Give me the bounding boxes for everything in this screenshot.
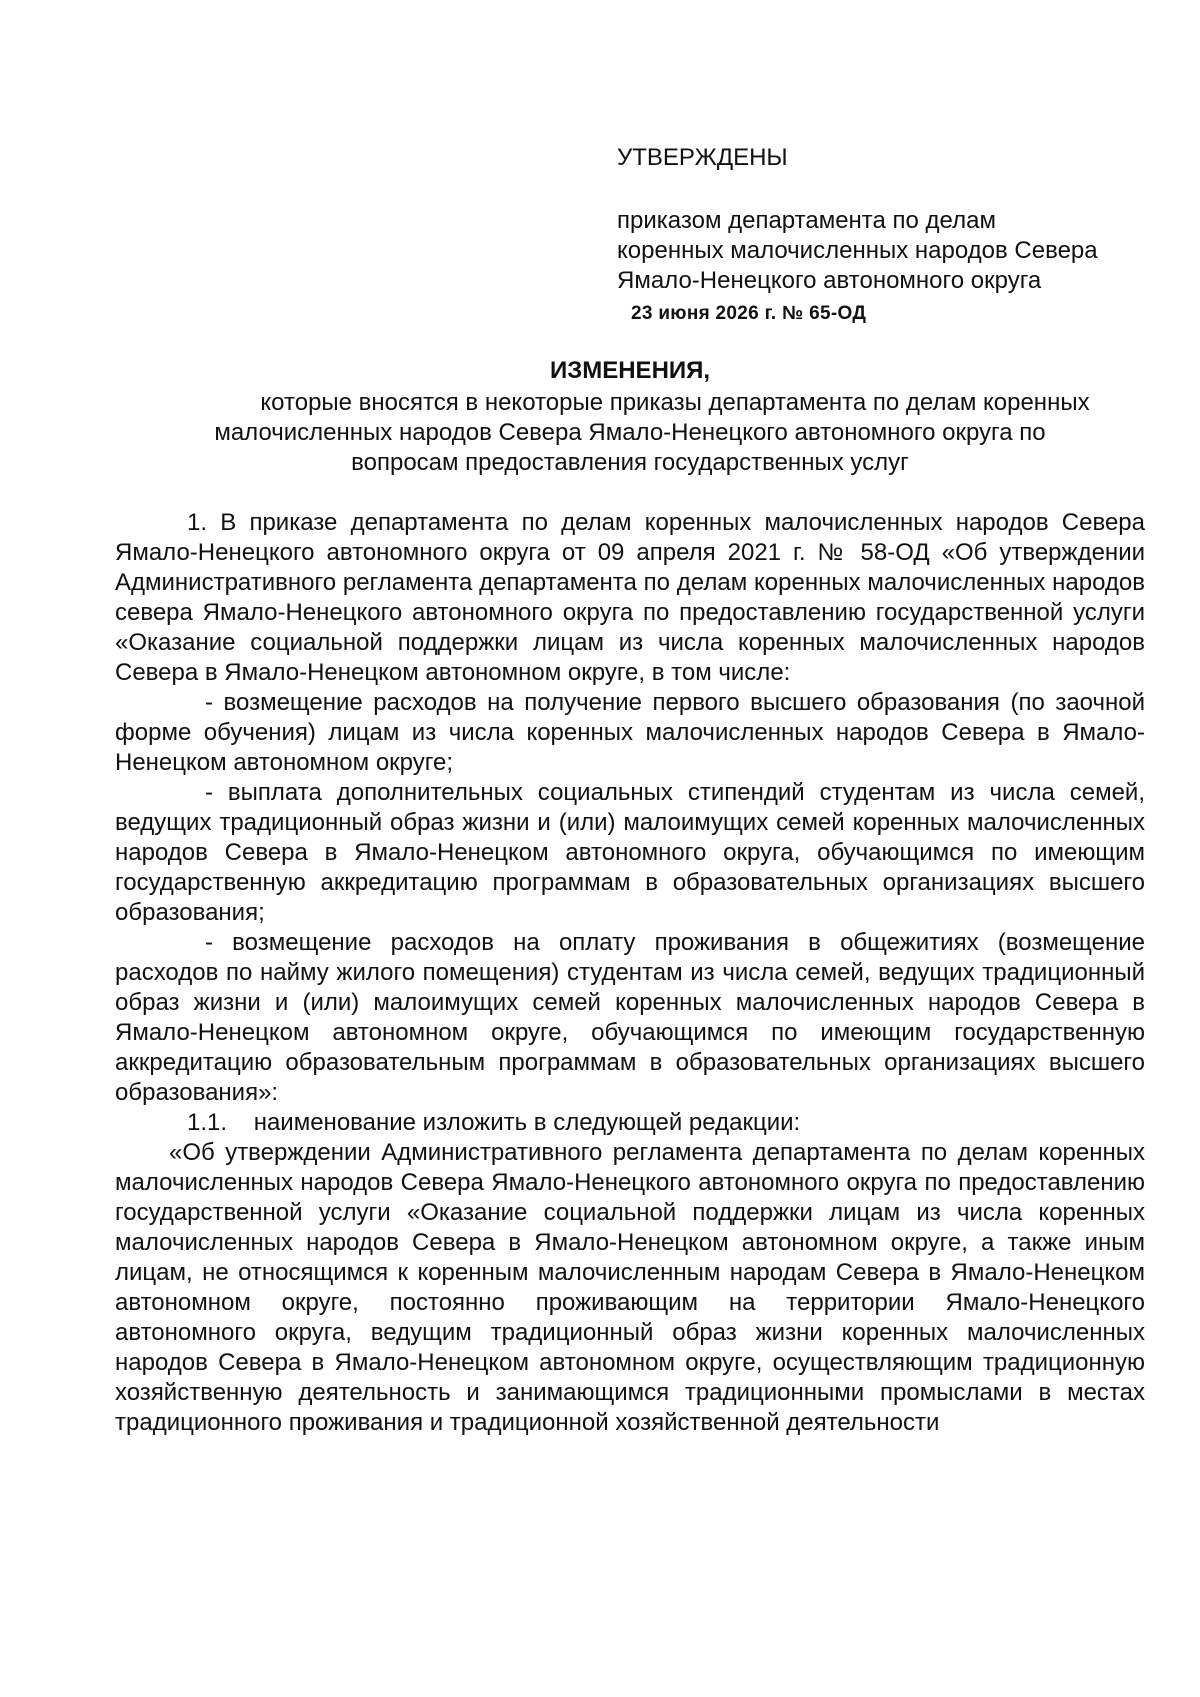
document-subtitle <box>120 388 1140 478</box>
approval-order-line-3: Ямало-Ненецкого автономного округа <box>617 267 1042 294</box>
bullet-paragraph-3: - возмещение расходов на оплату проживания в общежитиях (возмещение расходов по найму жилого помещения) студентам из числа семей, ведущих традиционный образ жизни и (или) малоимущих семей коренных малочисленных народов Севера в Ямало-Ненецком автономном округе, обучающимся по имеющим государственную аккредитацию образовательным программам в образовательных организациях высшего образования»: <box>115 929 1145 1106</box>
subtitle-line-3: вопросам предоставления государственных услуг <box>351 449 909 476</box>
subtitle-line-1: которые вносятся в некоторые приказы департамента по делам коренных <box>260 389 1090 416</box>
document-body <box>115 508 1145 1438</box>
bullet-paragraph-1: - возмещение расходов на получение первого высшего образования (по заочной форме обучения) лицам из числа коренных малочисленных народов Севера в Ямало-Ненецком автономном округе; <box>115 689 1145 776</box>
paragraph-1: 1. В приказе департамента по делам коренных малочисленных народов Севера Ямало-Ненецкого автономного округа от 09 апреля 2021 г. № 58-ОД «Об утверждении Административного регламента департамента по делам коренных малочисленных народов севера Ямало-Ненецкого автономного округа по предоставлению государственной услуги «Оказание социальной поддержки лицам из числа коренных малочисленных народов Севера в Ямало-Ненецком автономном округе, в том числе: <box>115 509 1145 686</box>
approved-title: УТВЕРЖДЕНЫ <box>617 144 788 171</box>
bullet-paragraph-2: - выплата дополнительных социальных стипендий студентам из числа семей, ведущих традиционный образ жизни и (или) малоимущих семей коренных малочисленных народов Севера в Ямало-Ненецком автономного округа, обучающимся по имеющим государственную аккредитацию программам в образовательных организациях высшего образования; <box>115 779 1145 926</box>
approval-date: 23 июня 2026 г. № 65-ОД <box>631 303 867 324</box>
approval-order-line-1: приказом департамента по делам <box>617 207 996 234</box>
item-1-1: 1.1. наименование изложить в следующей редакции: <box>187 1109 801 1136</box>
approval-order-line-2: коренных малочисленных народов Севера <box>617 237 1098 264</box>
approval-block <box>617 143 1157 326</box>
subtitle-line-2: малочисленных народов Севера Ямало-Ненецкого автономного округа по <box>214 419 1046 446</box>
document-title: ИЗМЕНЕНИЯ, <box>549 357 711 384</box>
quoted-new-title: «Об утверждении Административного регламента департамента по делам коренных малочисленных народов Севера Ямало-Ненецкого автономного округа по предоставлению государственной услуги «Оказание социальной поддержки лицам из числа коренных малочисленных народов Севера в Ямало-Ненецком автономном округе, а также иным лицам, не относящимся к коренным малочисленным народам Севера в Ямало-Ненецком автономном округе, постоянно проживающим на территории Ямало-Ненецкого автономного округа, ведущим традиционный образ жизни коренных малочисленных народов Севера в Ямало-Ненецком автономном округе, осуществляющим традиционную хозяйственную деятельность и занимающимся традиционными промыслами в местах традиционного проживания и традиционной хозяйственной деятельности <box>115 1139 1145 1436</box>
